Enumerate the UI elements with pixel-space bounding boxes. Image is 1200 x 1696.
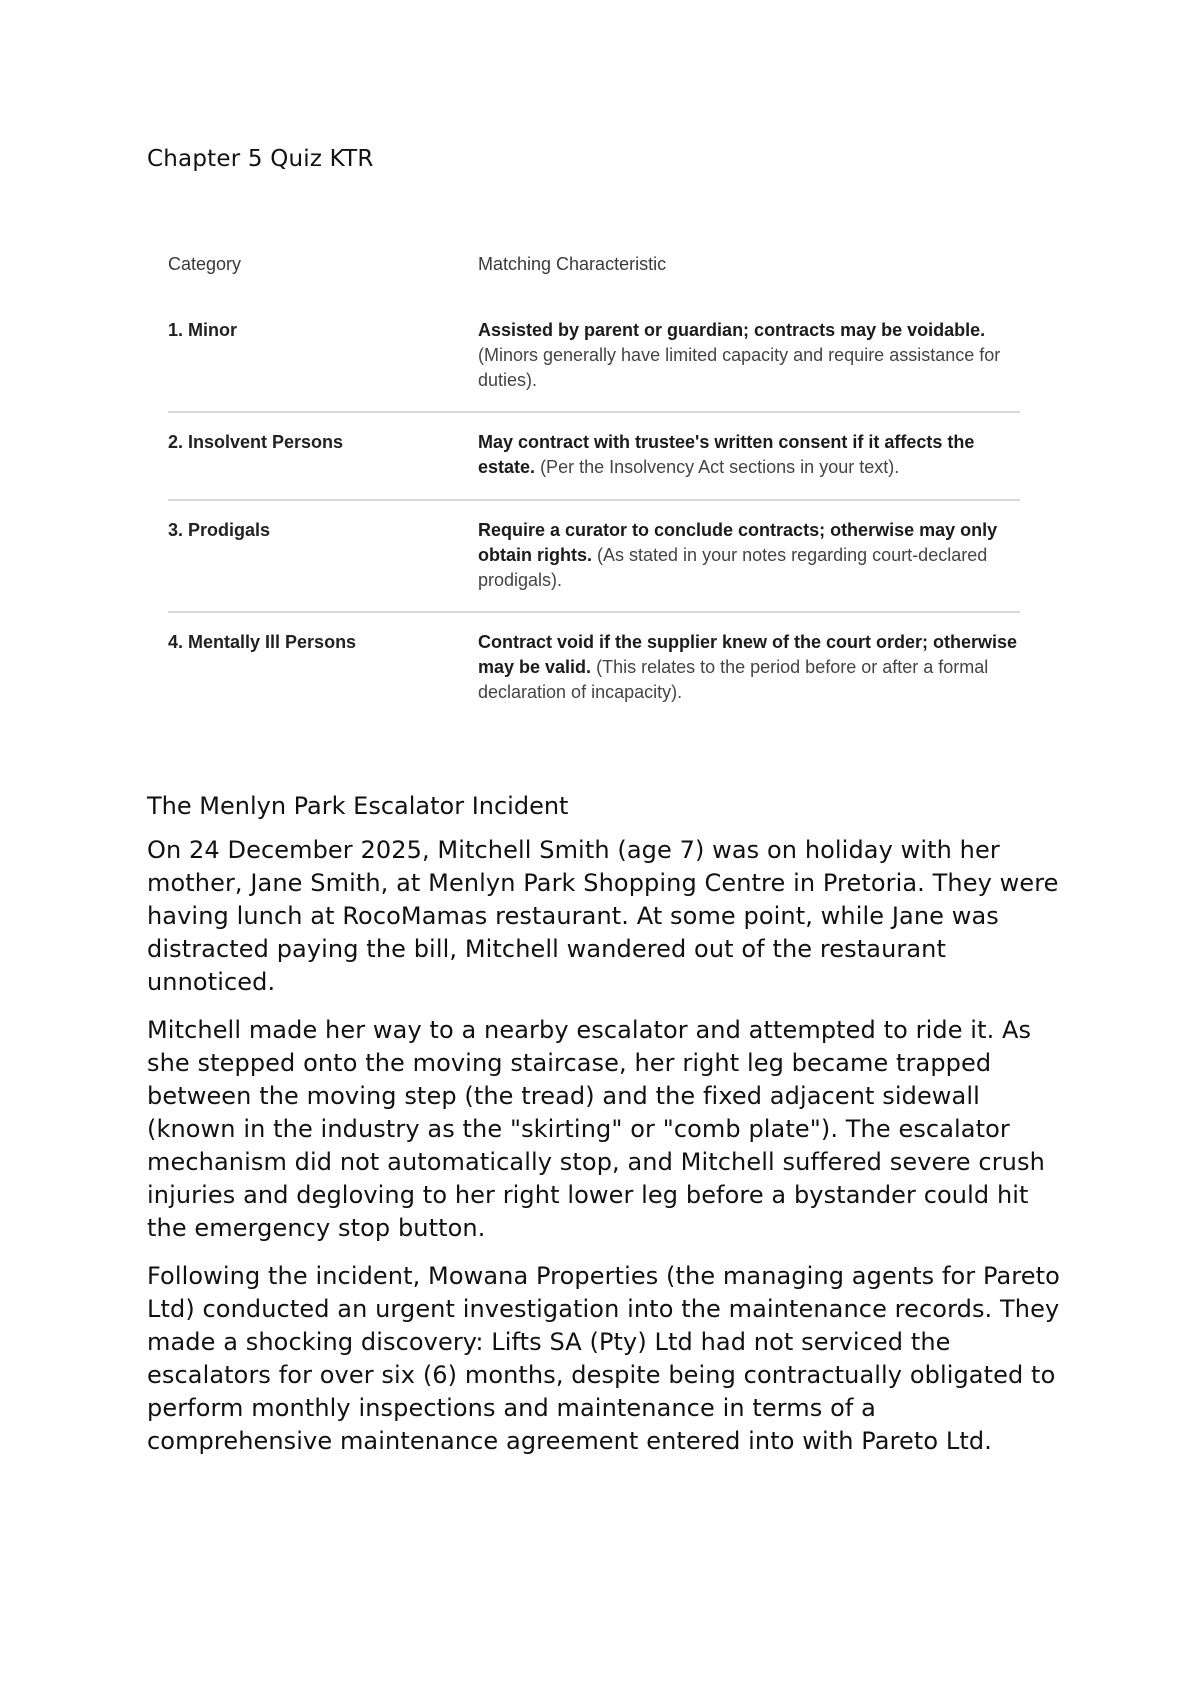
row-characteristic	[478, 630, 1018, 705]
paragraph: Following the incident, Mowana Properties (the managing agents for Pareto Ltd) conducted an urgent investigation into the maintenance records. They made a shocking discovery: Lifts SA (Pty) Ltd had not serviced the escalators for over six (6) months, despite being contractually obligated to perform monthly inspections and maintenance in terms of a comprehensive maintenance agreement entered into with Pareto Ltd.	[147, 1262, 1060, 1455]
characteristic-bold: Contract void if the supplier knew of the court order; otherwise may be valid.	[478, 632, 1018, 677]
characteristic-bold: Assisted by parent or guardian; contracts may be voidable.	[478, 320, 986, 340]
document-title: Chapter 5 Quiz KTR	[147, 146, 374, 172]
row-category: 2. Insolvent Persons	[168, 432, 344, 452]
row-category: 1. Minor	[168, 320, 238, 340]
row-divider	[168, 499, 1020, 501]
row-characteristic	[478, 518, 1018, 593]
paragraph: Mitchell made her way to a nearby escalator and attempted to ride it. As she stepped onto the moving staircase, her right leg became trapped between the moving step (the tread) and the fixed adjacent sidewall (known in the industry as the "skirting" or "comb plate"). The escalator mechanism did not automatically stop, and Mitchell suffered severe crush injuries and degloving to her right lower leg before a bystander could hit the emergency stop button.	[147, 1016, 1045, 1242]
table-header-row	[168, 254, 1020, 284]
paragraph: On 24 December 2025, Mitchell Smith (age 7) was on holiday with her mother, Jane Smith, at Menlyn Park Shopping Centre in Pretoria. They were having lunch at RocoMamas restaurant. At some point, while Jane was distracted paying the bill, Mitchell wandered out of the restaurant unnoticed.	[147, 836, 1059, 996]
characteristic-note: (Minors generally have limited capacity and require assistance for duties).	[478, 345, 1001, 390]
row-category: 3. Prodigals	[168, 520, 271, 540]
header-category: Category	[168, 254, 242, 274]
row-category: 4. Mentally Ill Persons	[168, 632, 357, 652]
row-divider	[168, 411, 1020, 413]
row-characteristic	[478, 430, 1018, 480]
characteristic-note: (As stated in your notes regarding court-declared prodigals).	[478, 545, 988, 590]
characteristic-bold: May contract with trustee's written consent if it affects the estate.	[478, 432, 975, 477]
characteristic-bold: Require a curator to conclude contracts; otherwise may only obtain rights.	[478, 520, 998, 565]
characteristic-note: (Per the Insolvency Act sections in your text).	[540, 457, 900, 477]
row-characteristic	[478, 318, 1018, 393]
characteristic-note: (This relates to the period before or after a formal declaration of incapacity).	[478, 657, 989, 702]
section-heading: The Menlyn Park Escalator Incident	[147, 792, 569, 820]
category-table	[160, 240, 1020, 710]
header-characteristic: Matching Characteristic	[478, 254, 667, 274]
row-divider	[168, 611, 1020, 613]
